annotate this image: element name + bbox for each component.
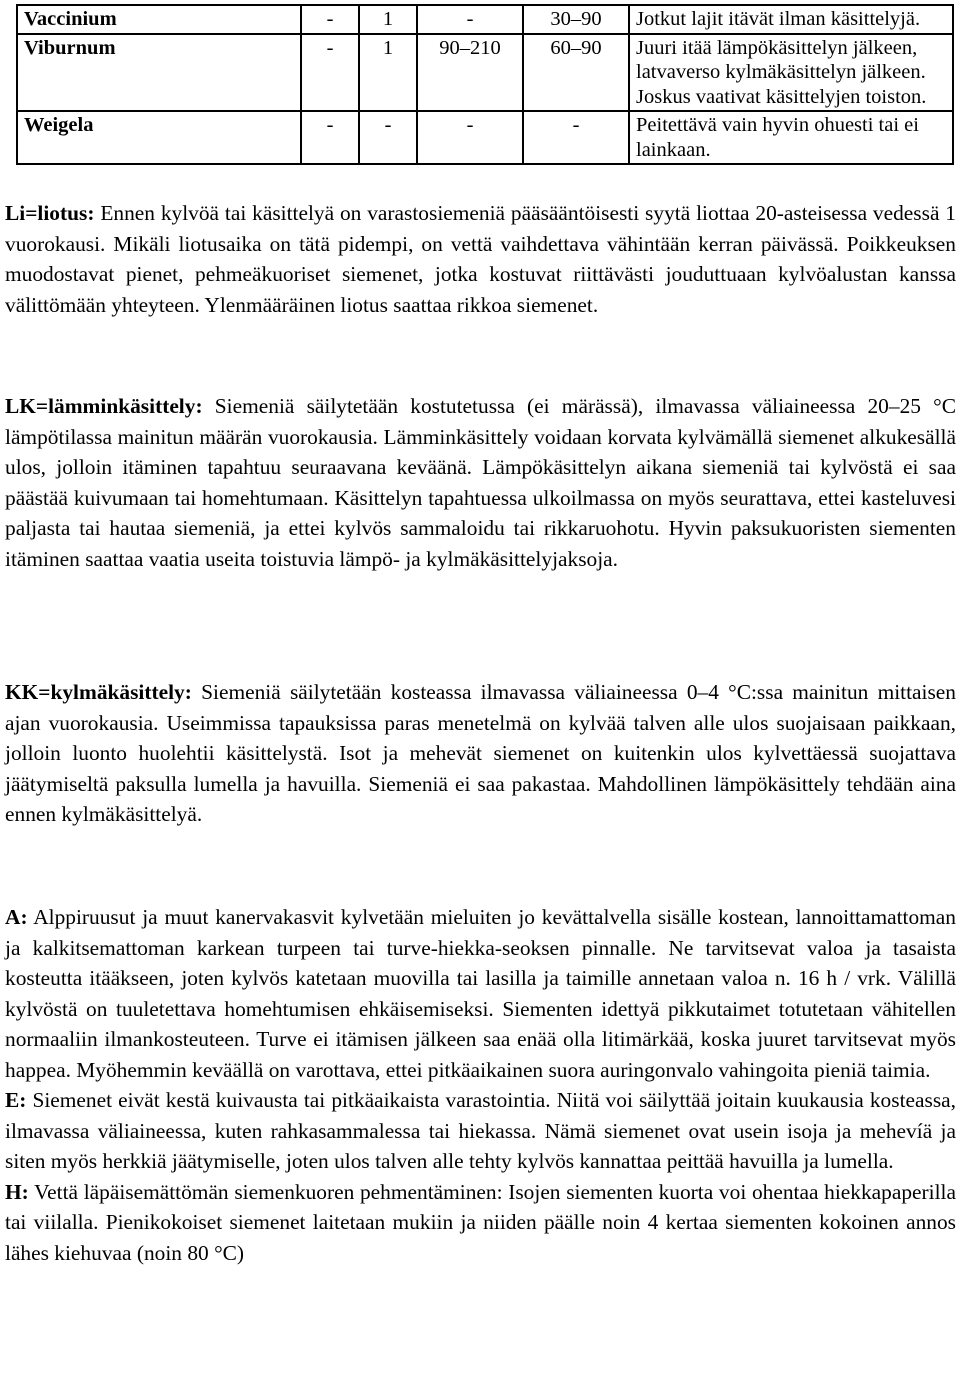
- species-name: Weigela: [17, 111, 301, 164]
- e-paragraph: [5, 1085, 956, 1177]
- li-text: Ennen kylvöä tai käsittelyä on varastosiemeniä pääsääntöisesti syytä liottaa 20-asteisessa vedessä 1 vuorokausi. Mikäli liotusaika on tätä pidempi, on vettä vaihdettava vähintään kerran päivässä. Poikkeuksen muodostavat pienet, pehmeäkuoriset siemenet, jotka kostuvat riittävästi jouduttuaan kylvöalustan kanssa välittömään yhteyteen. Ylenmääräinen liotus saattaa rikkoa siemenet.: [5, 201, 956, 317]
- e-term: E:: [5, 1088, 27, 1112]
- notes-section: [5, 902, 956, 1268]
- lk-count-value: 1: [359, 34, 417, 112]
- kk-days-value: 30–90: [523, 5, 629, 34]
- h-text: Vettä läpäisemättömän siemenkuoren pehmentäminen: Isojen siementen kuorta voi ohentaa hiekkapaperilla tai viilalla. Pienikokoiset siemenet laitetaan mukiin ja niiden päälle noin 4 kertaa siementen kokoinen annos lähes kiehuvaa (noin 80 °C): [5, 1179, 956, 1265]
- a-term: A:: [5, 905, 28, 929]
- li-section: [5, 198, 956, 320]
- lk-count-value: 1: [359, 5, 417, 34]
- lk-count-value: -: [359, 111, 417, 164]
- note-text: Juuri itää lämpökäsittelyn jälkeen, latvaverso kylmäkäsittelyn jälkeen. Joskus vaativat käsittelyjen toiston.: [629, 34, 953, 112]
- lk-text: Siemeniä säilytetään kostutetussa (ei märässä), ilmavassa väliaineessa 20–25 °C lämpötilassa mainitun määrän vuorokausia. Lämminkäsittely voidaan korvata kylvämällä siemenet alkukesällä ulos, jolloin itäminen tapahtuu seuraavana keväänä. Lämpökäsittelyn aikana siemeniä tai kylvöstä ei saa päästää kuivumaan tai homehtumaan. Käsittelyn tapahtuessa ulkoilmassa on myös seurattava, ettei kasteluvesi paljasta tai hautaa siemeniä, ja ettei kylvös sammaloidu tai rikkaruohotu. Hyvin paksukuoristen siementen itäminen saattaa vaatia useita toistuvia lämpö- ja kylmäkäsittelyjaksoja.: [5, 394, 956, 571]
- note-text: Peitettävä vain hyvin ohuesti tai ei lainkaan.: [629, 111, 953, 164]
- lk-section: [5, 391, 956, 574]
- li-value: -: [301, 34, 359, 112]
- li-value: -: [301, 111, 359, 164]
- table-row: [17, 34, 953, 112]
- note-text: Jotkut lajit itävät ilman käsittelyjä.: [629, 5, 953, 34]
- kk-term: KK=kylmäkäsittely:: [5, 680, 192, 704]
- li-term: Li=liotus:: [5, 201, 95, 225]
- kk-days-value: -: [523, 111, 629, 164]
- table-row: [17, 111, 953, 164]
- species-name: Viburnum: [17, 34, 301, 112]
- table-row: [17, 5, 953, 34]
- a-text: Alppiruusut ja muut kanervakasvit kylvetään mieluiten jo kevättalvella sisälle kostean, lannoittamattoman ja kalkitsemattoman karkean turpeen tai turve-hiekka-seoksen pinnalle. Ne tarvitsevat valoa ja tasaista kosteutta itääkseen, joten kylvös katetaan muovilla tai lasilla ja taimille annetaan valoa n. 16 h / vrk. Välillä kylvöstä on tuuletettava homehtumisen ehkäisemiseksi. Siementen idettyä pikkutaimet totutetaan vähitellen normaaliin ilmankosteuteen. Turve ei itämisen jälkeen saa enää olla litimärkää, koska juuret tarvitsevat myös happea. Myöhemmin keväällä on varottava, ettei pitkäaikainen suora auringonvalo vahingoita pieniä taimia.: [5, 905, 956, 1082]
- lk-days-value: -: [417, 111, 523, 164]
- species-table: [16, 4, 954, 165]
- li-value: -: [301, 5, 359, 34]
- h-paragraph: [5, 1177, 956, 1269]
- lk-term: LK=lämminkäsittely:: [5, 394, 203, 418]
- kk-days-value: 60–90: [523, 34, 629, 112]
- a-paragraph: [5, 902, 956, 1085]
- species-name: Vaccinium: [17, 5, 301, 34]
- h-term: H:: [5, 1179, 29, 1204]
- kk-text: Siemeniä säilytetään kosteassa ilmavassa väliaineessa 0–4 °C:ssa mainitun mittaisen ajan vuorokausia. Useimmissa tapauksissa paras menetelmä on kylvää talven alle ulos suojaisaan paikkaan, jolloin luonto huolehtii käsittelystä. Isot ja mehevät siemenet on kuitenkin ulos kylvettäessä suojattava jäätymiseltä paksulla lumella ja havuilla. Siemeniä ei saa pakastaa. Mahdollinen lämpökäsittely tehdään aina ennen kylmäkäsittelyä.: [5, 680, 956, 826]
- lk-days-value: -: [417, 5, 523, 34]
- kk-section: [5, 677, 956, 830]
- e-text: Siemenet eivät kestä kuivausta tai pitkäaikaista varastointia. Niitä voi säilyttää joitain kuukausia kosteassa, ilmavassa väliaineessa, kuten rahkasammalessa tai hiekassa. Nämä siemenet ovat usein isoja ja mehevíä ja siten myös herkkiä jäätymiselle, joten ulos talven alle tehty kylvös kannattaa peittää havuilla ja lumella.: [5, 1088, 956, 1173]
- lk-days-value: 90–210: [417, 34, 523, 112]
